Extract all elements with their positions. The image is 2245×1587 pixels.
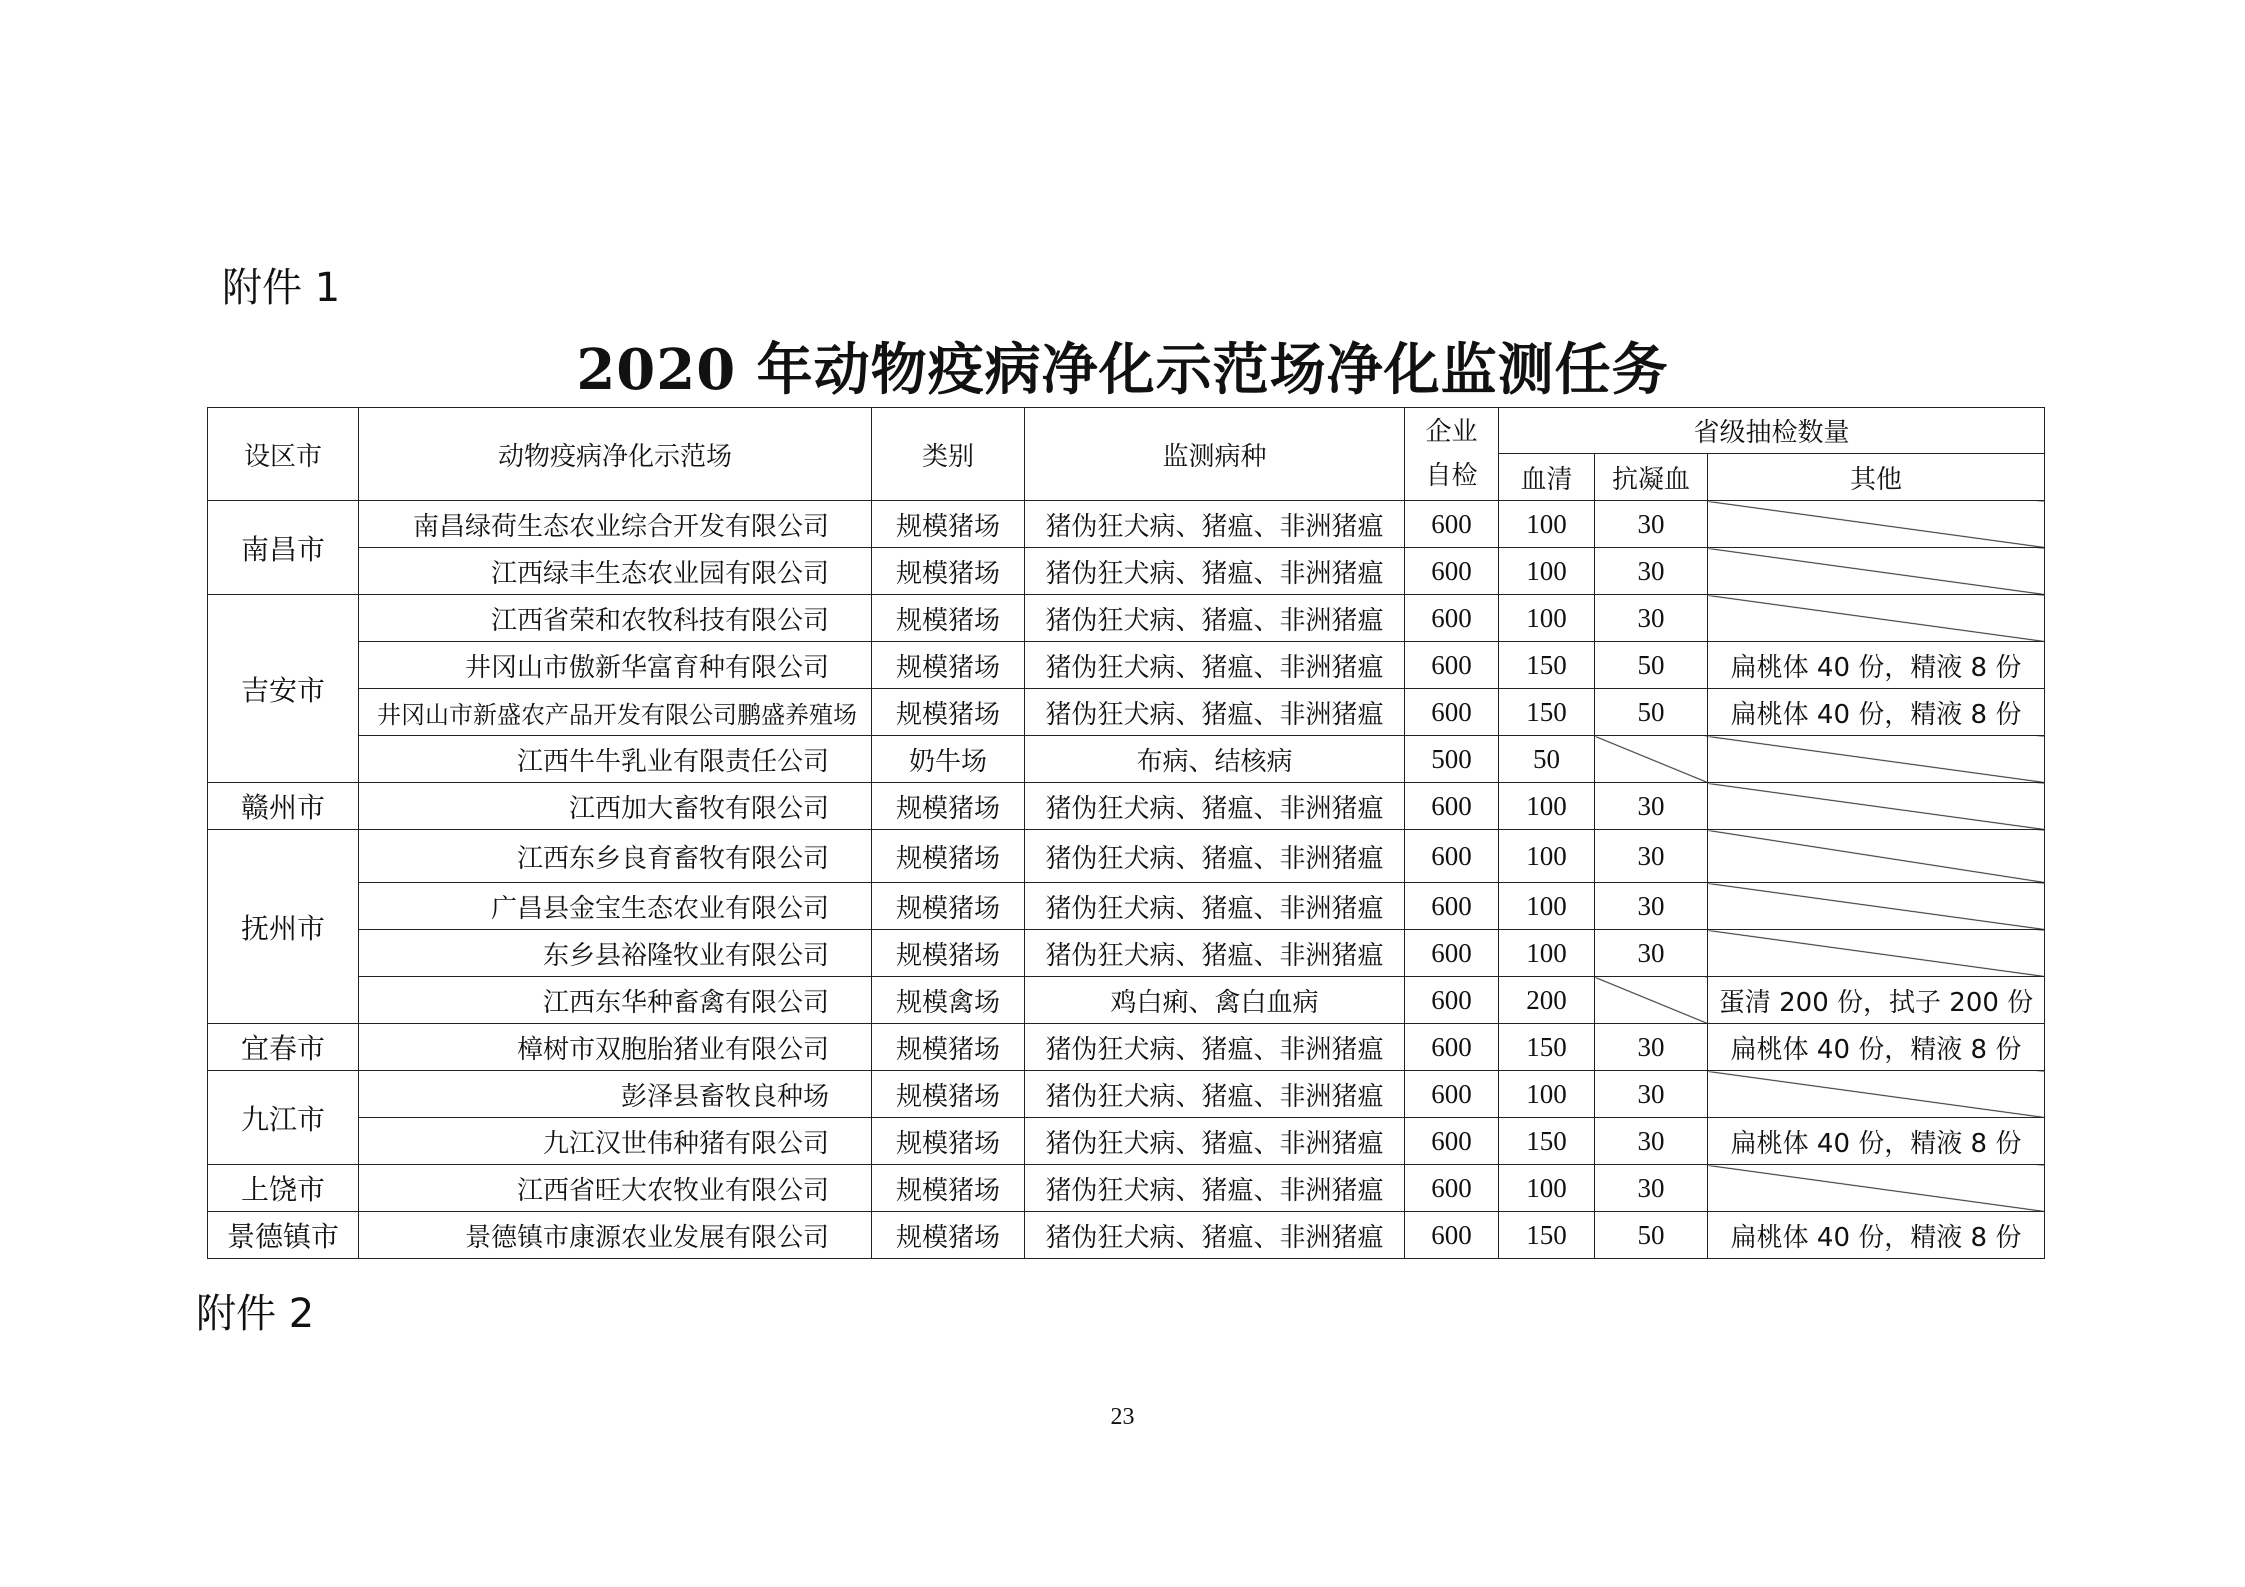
table-row [208, 642, 2045, 689]
annex-label-1: 附件 1 [222, 265, 341, 311]
farm-cell: 樟树市双胞胎猪业有限公司 [359, 1024, 872, 1071]
self-check-cell: 600 [1405, 1165, 1499, 1212]
serum-cell: 100 [1499, 930, 1595, 977]
serum-cell: 100 [1499, 783, 1595, 830]
annex-label-2: 附件 2 [196, 1291, 315, 1337]
anticoag-cell: 30 [1595, 501, 1708, 548]
other-cell: 扁桃体 40 份，精液 8 份 [1708, 1024, 2045, 1071]
farm-cell: 江西加大畜牧有限公司 [359, 783, 872, 830]
city-cell: 赣州市 [208, 783, 359, 830]
disease-cell: 猪伪狂犬病、猪瘟、非洲猪瘟 [1025, 930, 1405, 977]
city-cell: 九江市 [208, 1071, 359, 1165]
serum-cell: 100 [1499, 595, 1595, 642]
type-cell: 规模猪场 [872, 642, 1025, 689]
self-check-cell: 600 [1405, 689, 1499, 736]
farm-cell: 江西东华种畜禽有限公司 [359, 977, 872, 1024]
disease-cell: 猪伪狂犬病、猪瘟、非洲猪瘟 [1025, 642, 1405, 689]
self-check-cell: 600 [1405, 548, 1499, 595]
header-provincial: 省级抽检数量 [1499, 408, 2045, 454]
self-check-cell: 600 [1405, 883, 1499, 930]
anticoag-cell-empty [1595, 736, 1708, 783]
anticoag-cell: 50 [1595, 689, 1708, 736]
anticoag-cell-empty [1595, 977, 1708, 1024]
table-row [208, 930, 2045, 977]
city-cell: 宜春市 [208, 1024, 359, 1071]
anticoag-cell: 30 [1595, 595, 1708, 642]
disease-cell: 猪伪狂犬病、猪瘟、非洲猪瘟 [1025, 501, 1405, 548]
anticoag-cell: 50 [1595, 1212, 1708, 1259]
farm-cell: 广昌县金宝生态农业有限公司 [359, 883, 872, 930]
farm-cell: 江西省荣和农牧科技有限公司 [359, 595, 872, 642]
disease-cell: 猪伪狂犬病、猪瘟、非洲猪瘟 [1025, 1165, 1405, 1212]
type-cell: 规模猪场 [872, 1212, 1025, 1259]
disease-cell: 布病、结核病 [1025, 736, 1405, 783]
type-cell: 规模猪场 [872, 1071, 1025, 1118]
anticoag-cell: 50 [1595, 642, 1708, 689]
farm-cell: 江西省旺大农牧业有限公司 [359, 1165, 872, 1212]
city-cell: 景德镇市 [208, 1212, 359, 1259]
self-check-cell: 600 [1405, 930, 1499, 977]
table-row [208, 830, 2045, 883]
serum-cell: 100 [1499, 1165, 1595, 1212]
disease-cell: 猪伪狂犬病、猪瘟、非洲猪瘟 [1025, 689, 1405, 736]
disease-cell: 猪伪狂犬病、猪瘟、非洲猪瘟 [1025, 595, 1405, 642]
other-cell: 蛋清 200 份，拭子 200 份 [1708, 977, 2045, 1024]
serum-cell: 100 [1499, 830, 1595, 883]
farm-cell: 江西牛牛乳业有限责任公司 [359, 736, 872, 783]
other-cell-empty [1708, 883, 2045, 930]
other-cell-empty [1708, 1165, 2045, 1212]
header-disease: 监测病种 [1025, 408, 1405, 501]
header-self-check-line1: 企业 [1425, 417, 1478, 447]
farm-cell: 井冈山市新盛农产品开发有限公司鹏盛养殖场 [359, 689, 872, 736]
table-row [208, 783, 2045, 830]
header-self-check [1405, 408, 1499, 501]
table-row [208, 1024, 2045, 1071]
self-check-cell: 600 [1405, 595, 1499, 642]
farm-cell: 九江汉世伟种猪有限公司 [359, 1118, 872, 1165]
type-cell: 规模猪场 [872, 830, 1025, 883]
serum-cell: 150 [1499, 1212, 1595, 1259]
document-title: 2020 年动物疫病净化示范场净化监测任务 [576, 337, 1669, 403]
header-anticoag: 抗凝血 [1595, 454, 1708, 501]
anticoag-cell: 30 [1595, 548, 1708, 595]
disease-cell: 猪伪狂犬病、猪瘟、非洲猪瘟 [1025, 1024, 1405, 1071]
serum-cell: 100 [1499, 501, 1595, 548]
anticoag-cell: 30 [1595, 830, 1708, 883]
table-row [208, 883, 2045, 930]
self-check-cell: 600 [1405, 1071, 1499, 1118]
self-check-cell: 600 [1405, 830, 1499, 883]
other-cell-empty [1708, 548, 2045, 595]
table-row [208, 501, 2045, 548]
other-cell-empty [1708, 595, 2045, 642]
self-check-cell: 600 [1405, 1118, 1499, 1165]
table-row [208, 1118, 2045, 1165]
header-farm: 动物疫病净化示范场 [359, 408, 872, 501]
serum-cell: 150 [1499, 1024, 1595, 1071]
farm-cell: 江西绿丰生态农业园有限公司 [359, 548, 872, 595]
monitoring-task-table [207, 407, 2045, 1259]
header-type: 类别 [872, 408, 1025, 501]
type-cell: 规模猪场 [872, 1118, 1025, 1165]
type-cell: 奶牛场 [872, 736, 1025, 783]
anticoag-cell: 30 [1595, 783, 1708, 830]
type-cell: 规模猪场 [872, 930, 1025, 977]
table-row [208, 1212, 2045, 1259]
type-cell: 规模猪场 [872, 1165, 1025, 1212]
serum-cell: 150 [1499, 1118, 1595, 1165]
serum-cell: 50 [1499, 736, 1595, 783]
farm-cell: 景德镇市康源农业发展有限公司 [359, 1212, 872, 1259]
self-check-cell: 600 [1405, 501, 1499, 548]
disease-cell: 鸡白痢、禽白血病 [1025, 977, 1405, 1024]
page-number: 23 [1110, 1404, 1135, 1430]
header-row [208, 408, 2045, 454]
farm-cell: 江西东乡良育畜牧有限公司 [359, 830, 872, 883]
other-cell: 扁桃体 40 份，精液 8 份 [1708, 1118, 2045, 1165]
self-check-cell: 600 [1405, 642, 1499, 689]
farm-cell: 东乡县裕隆牧业有限公司 [359, 930, 872, 977]
city-cell: 南昌市 [208, 501, 359, 595]
other-cell-empty [1708, 1071, 2045, 1118]
farm-cell: 彭泽县畜牧良种场 [359, 1071, 872, 1118]
serum-cell: 150 [1499, 642, 1595, 689]
city-cell: 上饶市 [208, 1165, 359, 1212]
anticoag-cell: 30 [1595, 1165, 1708, 1212]
disease-cell: 猪伪狂犬病、猪瘟、非洲猪瘟 [1025, 1071, 1405, 1118]
header-city: 设区市 [208, 408, 359, 501]
header-self-check-line2: 自检 [1425, 461, 1478, 491]
anticoag-cell: 30 [1595, 1024, 1708, 1071]
other-cell-empty [1708, 783, 2045, 830]
table-row [208, 1165, 2045, 1212]
type-cell: 规模猪场 [872, 1024, 1025, 1071]
other-cell-empty [1708, 501, 2045, 548]
other-cell: 扁桃体 40 份，精液 8 份 [1708, 689, 2045, 736]
header-other: 其他 [1708, 454, 2045, 501]
type-cell: 规模猪场 [872, 883, 1025, 930]
table-row [208, 736, 2045, 783]
table-row [208, 548, 2045, 595]
serum-cell: 100 [1499, 883, 1595, 930]
disease-cell: 猪伪狂犬病、猪瘟、非洲猪瘟 [1025, 548, 1405, 595]
table-row [208, 689, 2045, 736]
disease-cell: 猪伪狂犬病、猪瘟、非洲猪瘟 [1025, 1212, 1405, 1259]
type-cell: 规模猪场 [872, 689, 1025, 736]
other-cell-empty [1708, 736, 2045, 783]
self-check-cell: 600 [1405, 1212, 1499, 1259]
self-check-cell: 600 [1405, 783, 1499, 830]
anticoag-cell: 30 [1595, 930, 1708, 977]
disease-cell: 猪伪狂犬病、猪瘟、非洲猪瘟 [1025, 883, 1405, 930]
serum-cell: 150 [1499, 689, 1595, 736]
other-cell-empty [1708, 830, 2045, 883]
table-row [208, 977, 2045, 1024]
type-cell: 规模猪场 [872, 548, 1025, 595]
self-check-cell: 600 [1405, 977, 1499, 1024]
disease-cell: 猪伪狂犬病、猪瘟、非洲猪瘟 [1025, 830, 1405, 883]
anticoag-cell: 30 [1595, 883, 1708, 930]
type-cell: 规模猪场 [872, 595, 1025, 642]
city-cell: 吉安市 [208, 595, 359, 783]
type-cell: 规模禽场 [872, 977, 1025, 1024]
table-row [208, 1071, 2045, 1118]
self-check-cell: 500 [1405, 736, 1499, 783]
serum-cell: 100 [1499, 1071, 1595, 1118]
serum-cell: 100 [1499, 548, 1595, 595]
city-cell: 抚州市 [208, 830, 359, 1024]
farm-cell: 南昌绿荷生态农业综合开发有限公司 [359, 501, 872, 548]
farm-cell: 井冈山市傲新华富育种有限公司 [359, 642, 872, 689]
type-cell: 规模猪场 [872, 501, 1025, 548]
self-check-cell: 600 [1405, 1024, 1499, 1071]
table-row [208, 595, 2045, 642]
type-cell: 规模猪场 [872, 783, 1025, 830]
other-cell-empty [1708, 930, 2045, 977]
disease-cell: 猪伪狂犬病、猪瘟、非洲猪瘟 [1025, 1118, 1405, 1165]
anticoag-cell: 30 [1595, 1118, 1708, 1165]
anticoag-cell: 30 [1595, 1071, 1708, 1118]
other-cell: 扁桃体 40 份，精液 8 份 [1708, 1212, 2045, 1259]
disease-cell: 猪伪狂犬病、猪瘟、非洲猪瘟 [1025, 783, 1405, 830]
other-cell: 扁桃体 40 份，精液 8 份 [1708, 642, 2045, 689]
header-serum: 血清 [1499, 454, 1595, 501]
serum-cell: 200 [1499, 977, 1595, 1024]
